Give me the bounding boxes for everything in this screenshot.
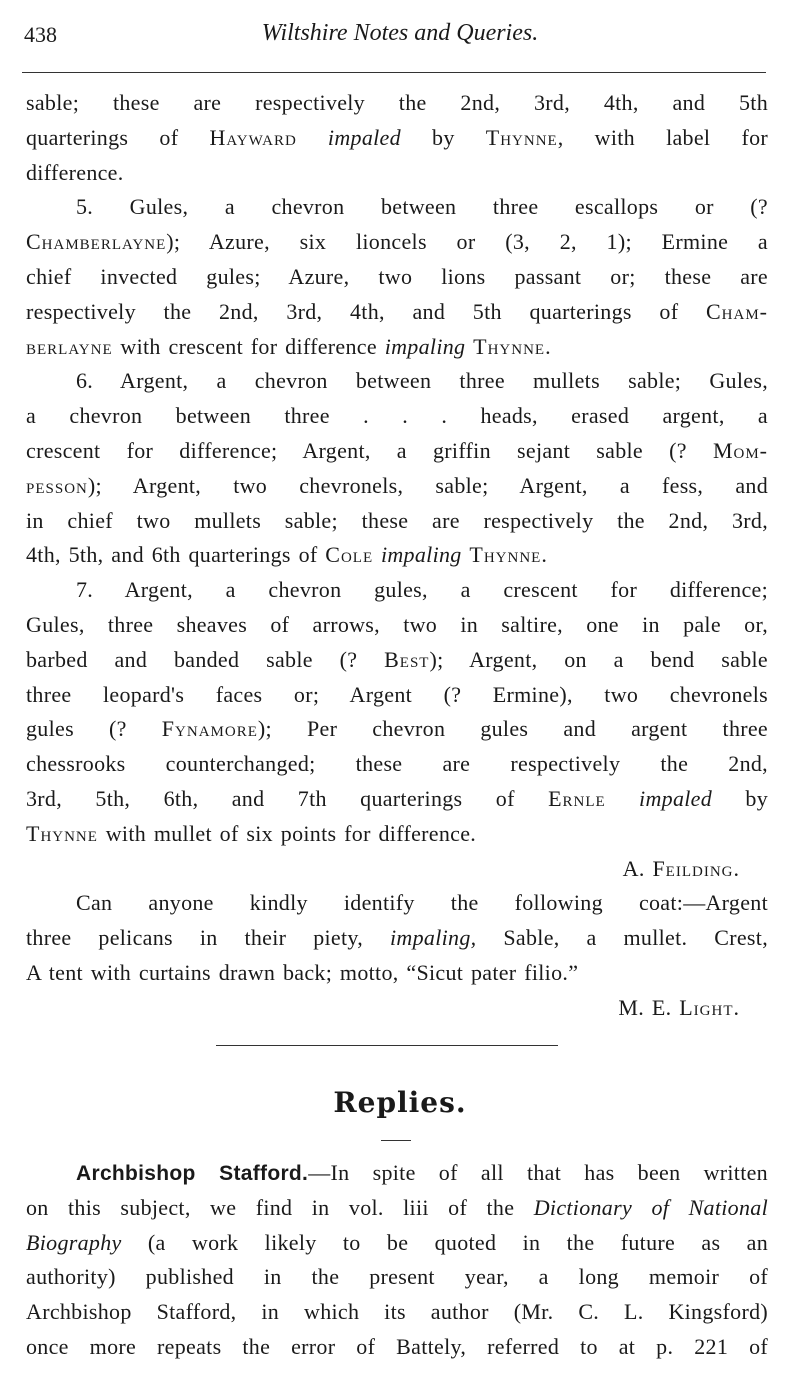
text-line: [26, 643, 768, 678]
text-line: [26, 1295, 768, 1330]
text-line: [26, 295, 768, 330]
text-segment: M. E.: [618, 994, 680, 1020]
text-segment: with crescent for difference: [112, 333, 385, 359]
text-segment: Archbishop Stafford, in which its author (Mr. C. L. Kingsford): [26, 1299, 768, 1325]
text-segment: [297, 125, 328, 150]
text-line: [26, 121, 768, 156]
text-line: [26, 991, 768, 1026]
small-caps-name: Cham-: [705, 298, 768, 324]
text-segment: barbed and banded sable (?: [26, 646, 385, 672]
italic-text: impaled: [639, 785, 713, 811]
text-segment: with mullet of six points for difference.: [97, 820, 477, 846]
small-caps-name: Hayward: [209, 124, 297, 150]
text-segment: ); Argent, on a bend sable: [429, 646, 768, 672]
text-line: [26, 86, 768, 121]
text-line: [26, 504, 768, 539]
text-segment: (a work likely to be quoted in the future as an: [121, 1229, 768, 1255]
text-line: [26, 712, 768, 747]
text-segment: chessrooks counterchanged; these are respectively the 2nd,: [26, 751, 768, 777]
text-segment: A.: [622, 855, 653, 881]
small-caps-name: Mom-: [712, 437, 768, 463]
text-line: [26, 1260, 768, 1295]
text-segment: three pelicans in their piety,: [26, 925, 391, 951]
small-caps-name: pesson: [26, 472, 88, 498]
text-segment: 4th, 5th, and 6th quarterings of: [26, 542, 326, 568]
small-caps-name: Thynne.: [473, 333, 552, 359]
text-line: [26, 1330, 768, 1365]
small-caps-name: Chamberlayne: [26, 229, 167, 255]
text-segment: ); Azure, six lioncels or (3, 2, 1); Ermine a: [166, 229, 768, 255]
text-segment: quarterings of: [26, 124, 210, 150]
text-segment: , with label for: [557, 124, 768, 150]
italic-text: impaling: [380, 542, 462, 568]
text-segment: a chevron between three . . . heads, erased argent, a: [26, 403, 768, 429]
text-line: [26, 886, 768, 921]
text-segment: authority) published in the present year, a long memoir of: [26, 1264, 768, 1290]
text-segment: [373, 542, 381, 567]
text-segment: 7. Argent, a chevron gules, a crescent for difference;: [76, 577, 768, 603]
body-text-replies: [26, 1156, 768, 1365]
text-segment: in chief two mullets sable; these are respectively the 2nd, 3rd,: [26, 507, 768, 533]
text-line: [26, 225, 768, 260]
italic-text: impaling,: [390, 925, 477, 951]
text-segment: gules (?: [26, 716, 162, 742]
text-line: [26, 852, 768, 887]
text-segment: —In spite of all that has been written: [308, 1160, 768, 1185]
text-line: [26, 608, 768, 643]
text-line: [26, 1156, 768, 1191]
text-segment: on this subject, we find in vol. liii of the: [26, 1194, 534, 1220]
running-title: Wiltshire Notes and Queries.: [261, 20, 539, 46]
section-heading-replies: Replies.: [333, 1086, 467, 1119]
text-line: [26, 260, 768, 295]
small-caps-name: Feilding.: [652, 855, 740, 881]
small-caps-name: Best: [384, 646, 430, 672]
section-divider: [216, 1045, 558, 1046]
text-line: [26, 538, 768, 573]
text-line: [26, 747, 768, 782]
text-line: [26, 156, 768, 191]
text-segment: sable; these are respectively the 2nd, 3rd, 4th, and 5th: [26, 90, 768, 115]
text-segment: by: [712, 785, 768, 811]
small-caps-name: Thynne.: [469, 542, 548, 568]
text-segment: chief invected gules; Azure, two lions passant or; these are: [26, 263, 768, 289]
italic-text: impaling: [384, 333, 466, 359]
text-segment: [465, 334, 473, 359]
small-caps-name: Ernle: [548, 785, 606, 811]
text-segment: 6. Argent, a chevron between three mullets sable; Gules,: [76, 368, 768, 394]
small-caps-name: Light.: [679, 994, 740, 1020]
text-segment: respectively the 2nd, 3rd, 4th, and 5th quarterings of: [26, 298, 706, 324]
italic-text: Dictionary of National: [533, 1194, 768, 1220]
text-line: [26, 190, 768, 225]
small-caps-name: Thynne: [26, 820, 98, 846]
text-segment: 5. Gules, a chevron between three escallops or (?: [76, 194, 768, 220]
text-segment: ); Argent, two chevronels, sable; Argent, a fess, and: [87, 472, 768, 498]
text-segment: Can anyone kindly identify the following coat:—Argent: [76, 890, 768, 916]
text-segment: crescent for difference; Argent, a griffin sejant sable (?: [26, 437, 713, 463]
italic-text: Biography: [26, 1229, 122, 1255]
text-segment: ); Per chevron gules and argent three: [257, 716, 768, 742]
text-line: [26, 817, 768, 852]
text-line: [26, 956, 768, 991]
small-caps-name: berlayne: [26, 333, 113, 359]
text-line: [26, 1226, 768, 1261]
text-segment: by: [400, 124, 486, 150]
text-line: [26, 782, 768, 817]
text-line: [26, 364, 768, 399]
text-segment: once more repeats the error of Battely, referred to at p. 221 of: [26, 1333, 768, 1359]
header-rule: [22, 72, 766, 73]
text-line: [26, 434, 768, 469]
text-line: [26, 573, 768, 608]
text-line: [26, 399, 768, 434]
text-segment: three leopard's faces or; Argent (? Ermine), two chevronels: [26, 681, 768, 707]
text-line: [26, 330, 768, 365]
bold-lead-in: Archbishop Stafford.: [76, 1162, 309, 1185]
heading-dash: [381, 1140, 411, 1141]
text-segment: Gules, three sheaves of arrows, two in saltire, one in pale or,: [26, 611, 768, 637]
small-caps-name: Fynamore: [161, 716, 258, 742]
text-segment: [606, 786, 639, 811]
small-caps-name: Thynne: [485, 124, 558, 150]
italic-text: impaled: [327, 124, 401, 150]
page-number: 438: [24, 22, 57, 47]
body-text-queries: [26, 86, 768, 1026]
text-line: [26, 921, 768, 956]
text-line: [26, 469, 768, 504]
text-segment: 3rd, 5th, 6th, and 7th quarterings of: [26, 785, 549, 811]
small-caps-name: Cole: [325, 542, 374, 568]
text-segment: difference.: [26, 159, 124, 185]
text-line: [26, 678, 768, 713]
text-segment: Sable, a mullet. Crest,: [476, 925, 768, 951]
text-line: [26, 1191, 768, 1226]
text-segment: A tent with curtains drawn back; motto, “Sicut pater filio.”: [26, 959, 579, 985]
